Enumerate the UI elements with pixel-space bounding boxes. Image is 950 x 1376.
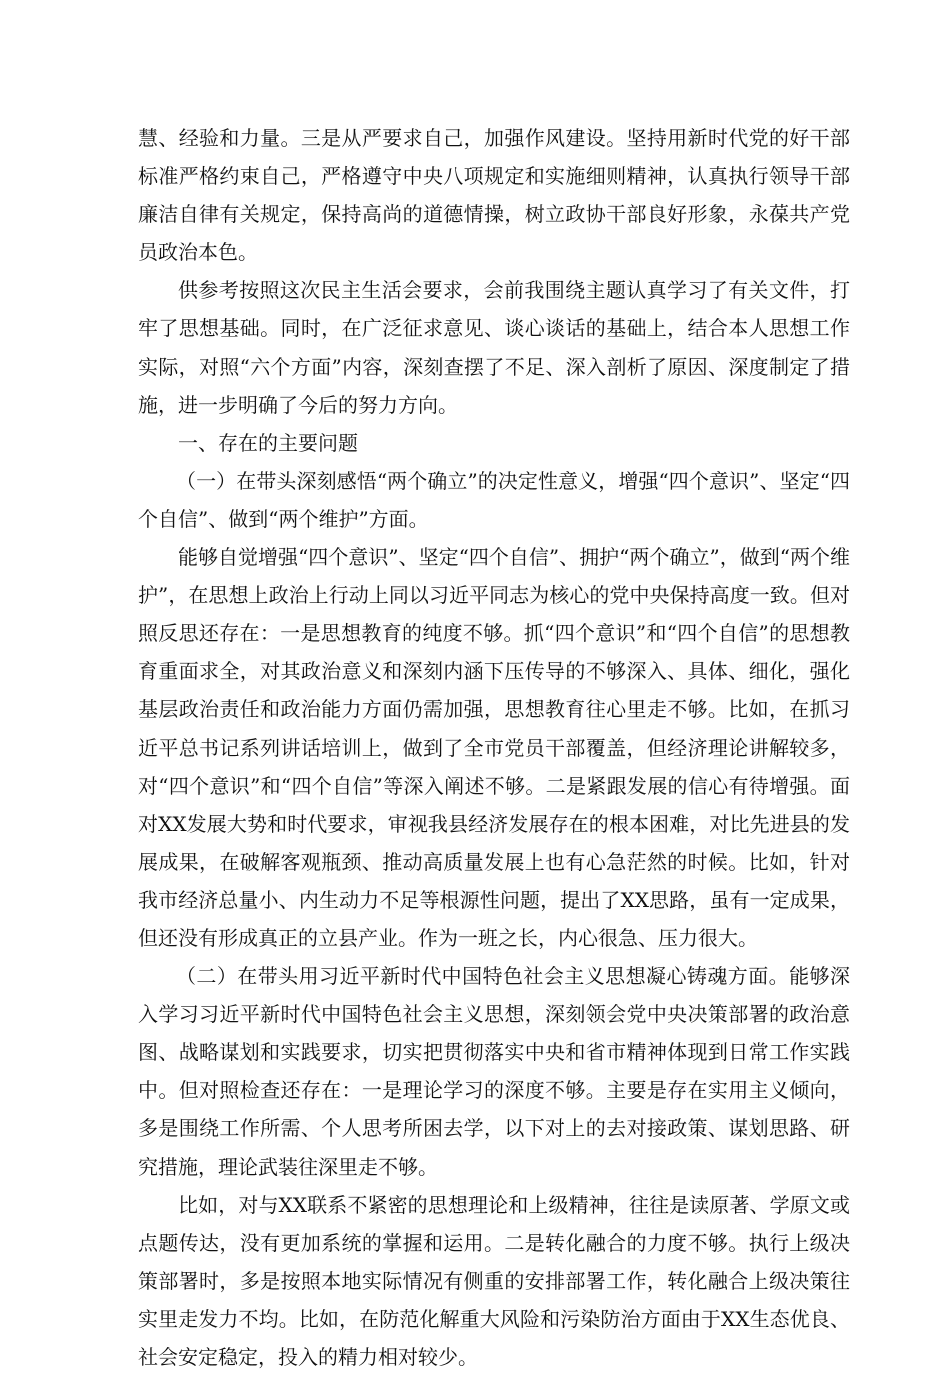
paragraph-subsection-2-continued: 比如，对与XX联系不紧密的思想理论和上级精神，往往是读原著、学原文或点题传达，没有更加系统的掌握和运用。二是转化融合的力度不够。执行上级决策部署时，多是按照本地实际情况有侧重的安排部署工作，转化融合上级决策往实里走发力不均。比如，在防范化解重大风险和污染防治方面由于XX生态优良、社会安定稳定，投入的精力相对较少。: [138, 1192, 850, 1369]
paragraph-continuation: 慧、经验和力量。三是从严要求自己，加强作风建设。坚持用新时代党的好干部标准严格约束自己，严格遵守中央八项规定和实施细则精神，认真执行领导干部廉洁自律有关规定，保持高尚的道德情操，树立政协干部良好形象，永葆共产党员政治本色。: [138, 126, 850, 265]
subsection-heading-1: （一）在带头深刻感悟“两个确立”的决定性意义，增强“四个意识”、坚定“四个自信”、做到“两个维护”方面。: [138, 468, 850, 531]
paragraph-subsection-1-body: 能够自觉增强“四个意识”、坚定“四个自信”、拥护“两个确立”，做到“两个维护”，在思想上政治上行动上同以习近平同志为核心的党中央保持高度一致。但对照反思还存在：一是思想教育的纯度不够。抓“四个意识”和“四个自信”的思想教育重面求全，对其政治意义和深刻内涵下压传导的不够深入、具体、细化，强化基层政治责任和政治能力方面仍需加强，思想教育往心里走不够。比如，在抓习近平总书记系列讲话培训上，做到了全市党员干部覆盖，但经济理论讲解较多，对“四个意识”和“四个自信”等深入阐述不够。二是紧跟发展的信心有待增强。面对XX发展大势和时代要求，审视我县经济发展存在的根本困难，对比先进县的发展成果，在破解客观瓶颈、推动高质量发展上也有心急茫然的时候。比如，针对我市经济总量小、内生动力不足等根源性问题，提出了XX思路，虽有一定成果，但还没有形成真正的立县产业。作为一班之长，内心很急、压力很大。: [138, 545, 850, 950]
section-heading-main-problems: 一、存在的主要问题: [178, 430, 358, 455]
paragraph-subsection-2: （二）在带头用习近平新时代中国特色社会主义思想凝心铸魂方面。能够深入学习习近平新时代中国特色社会主义思想，深刻领会党中央决策部署的政治意图、战略谋划和实践要求，切实把贯彻落实中央和省市精神体现到日常工作实践中。但对照检查还存在：一是理论学习的深度不够。主要是存在实用主义倾向，多是围绕工作所需、个人思考所困去学，以下对上的去对接政策、谋划思路、研究措施，理论武装往深里走不够。: [138, 964, 850, 1179]
document-body: [138, 119, 850, 1376]
paragraph-intro: 供参考按照这次民主生活会要求，会前我围绕主题认真学习了有关文件，打牢了思想基础。同时，在广泛征求意见、谈心谈话的基础上，结合本人思想工作实际，对照“六个方面”内容，深刻查摆了不足、深入剖析了原因、深度制定了措施，进一步明确了今后的努力方向。: [138, 278, 850, 417]
